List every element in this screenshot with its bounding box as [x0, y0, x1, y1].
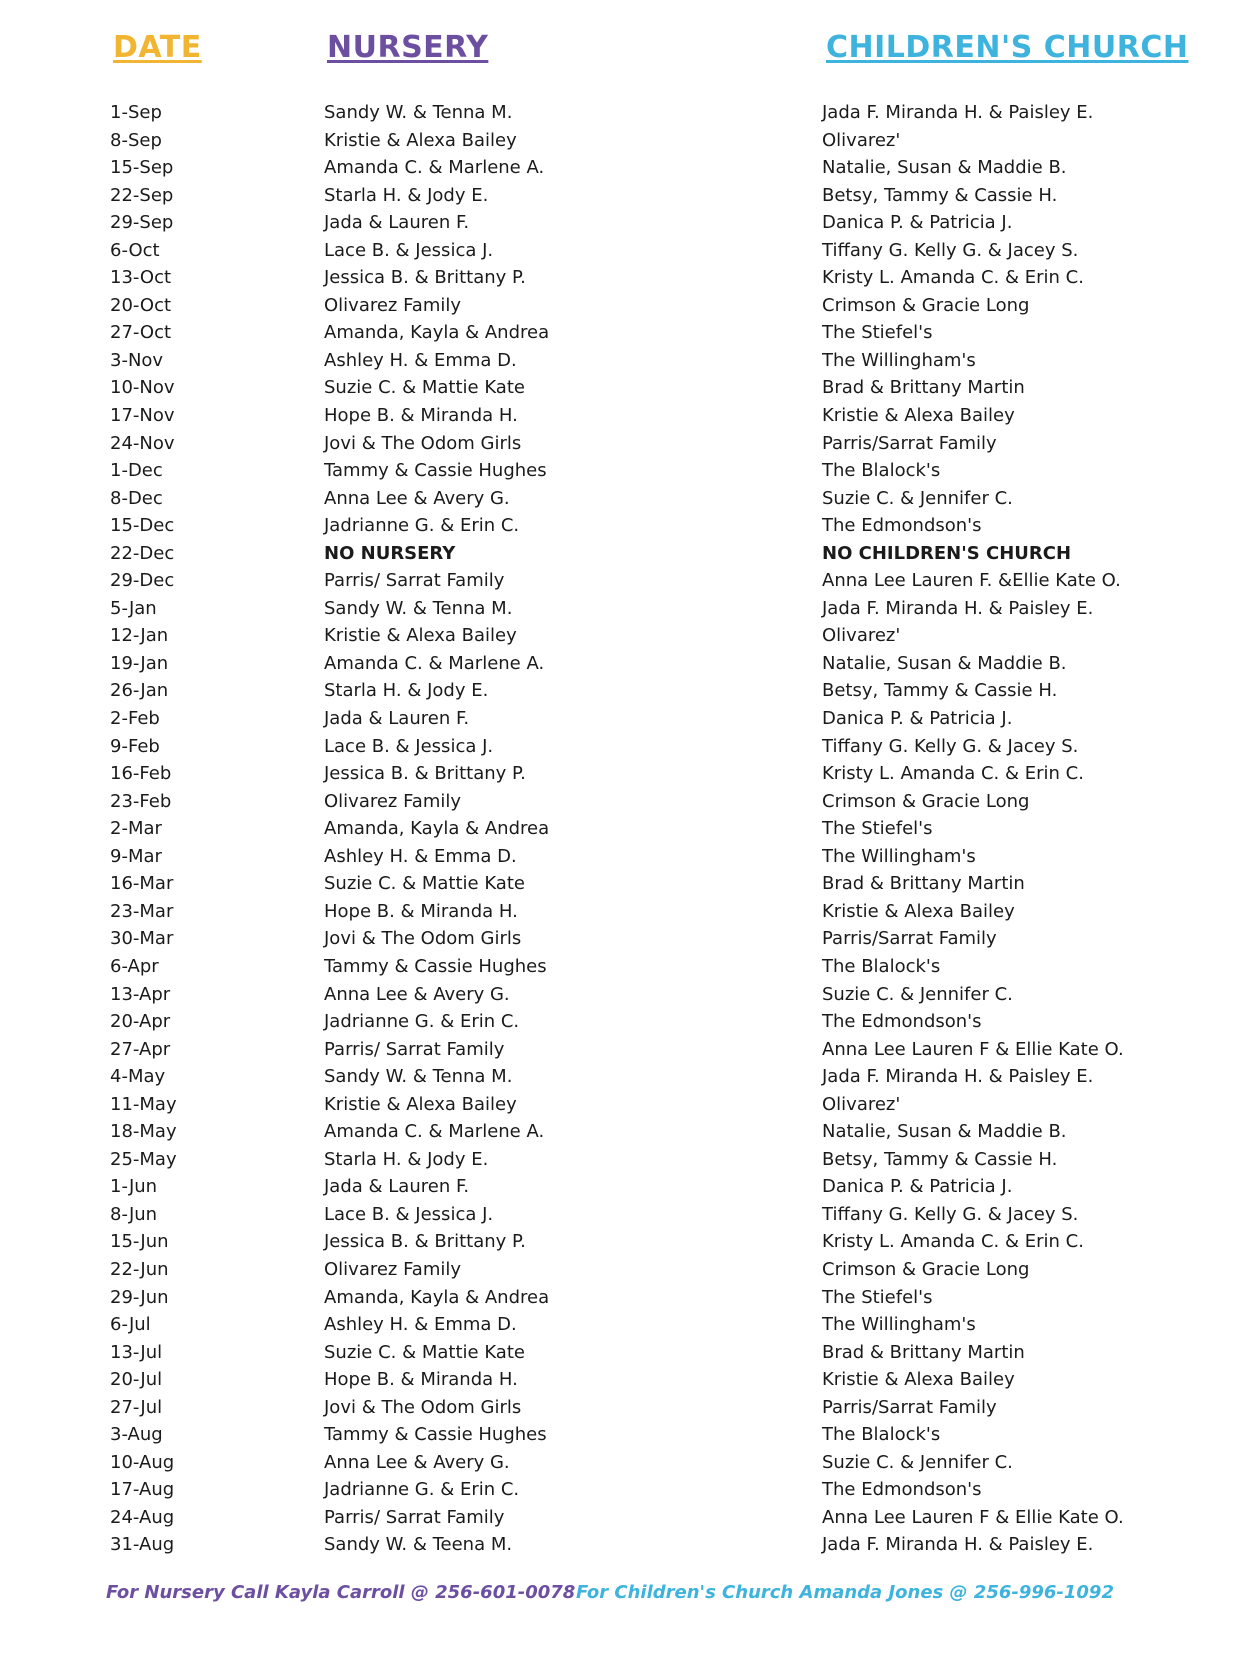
- nursery-cell: Lace B. & Jessica J.: [324, 1203, 494, 1225]
- schedule-row: [0, 374, 1240, 402]
- schedule-row: [0, 430, 1240, 458]
- nursery-cell: Tammy & Cassie Hughes: [324, 1424, 547, 1446]
- schedule-row: [0, 512, 1240, 540]
- date-cell: 29-Jun: [110, 1286, 169, 1308]
- nursery-cell: Olivarez Family: [324, 1258, 462, 1280]
- nursery-cell: Olivarez Family: [324, 790, 462, 812]
- church-cell: Danica P. & Patricia J.: [822, 1176, 1013, 1198]
- schedule-row: [0, 705, 1240, 733]
- date-cell: 9-Mar: [110, 845, 162, 867]
- schedule-row: [0, 209, 1240, 237]
- schedule-row: [0, 870, 1240, 898]
- church-cell: Kristie & Alexa Bailey: [822, 405, 1015, 427]
- church-cell: Suzie C. & Jennifer C.: [822, 983, 1013, 1005]
- nursery-cell: Parris/ Sarrat Family: [324, 1038, 505, 1060]
- schedule-row: [0, 622, 1240, 650]
- date-cell: 13-Oct: [110, 267, 172, 289]
- date-cell: 1-Dec: [110, 460, 163, 482]
- date-cell: 12-Jan: [110, 625, 169, 647]
- nursery-cell: Anna Lee & Avery G.: [324, 1451, 510, 1473]
- date-cell: 27-Jul: [110, 1396, 163, 1418]
- church-cell: Olivarez': [822, 625, 901, 647]
- nursery-cell: Ashley H. & Emma D.: [324, 1314, 517, 1336]
- nursery-cell: Jadrianne G. & Erin C.: [324, 1479, 520, 1501]
- schedule-row: [0, 1091, 1240, 1119]
- church-cell: The Stiefel's: [822, 1286, 933, 1308]
- schedule-row: [0, 1201, 1240, 1229]
- schedule-row: [0, 127, 1240, 155]
- church-cell: The Blalock's: [822, 955, 941, 977]
- nursery-cell: Anna Lee & Avery G.: [324, 487, 510, 509]
- nursery-cell: Amanda C. & Marlene A.: [324, 1121, 545, 1143]
- nursery-cell: Starla H. & Jody E.: [324, 184, 489, 206]
- church-cell: Suzie C. & Jennifer C.: [822, 1451, 1013, 1473]
- date-cell: 27-Oct: [110, 322, 172, 344]
- schedule-row: [0, 264, 1240, 292]
- nursery-cell: Anna Lee & Avery G.: [324, 983, 510, 1005]
- church-cell: Jada F. Miranda H. & Paisley E.: [822, 597, 1094, 619]
- nursery-cell: Kristie & Alexa Bailey: [324, 129, 517, 151]
- date-cell: 23-Feb: [110, 790, 172, 812]
- date-cell: 4-May: [110, 1066, 166, 1088]
- date-cell: 3-Aug: [110, 1424, 163, 1446]
- schedule-row: [0, 843, 1240, 871]
- church-cell: Natalie, Susan & Maddie B.: [822, 157, 1067, 179]
- date-cell: 3-Nov: [110, 349, 164, 371]
- nursery-cell: Suzie C. & Mattie Kate: [324, 1341, 525, 1363]
- nursery-cell: Jovi & The Odom Girls: [324, 1396, 522, 1418]
- church-cell: The Edmondson's: [822, 1479, 982, 1501]
- nursery-cell: Jessica B. & Brittany P.: [324, 267, 526, 289]
- schedule-row: [0, 1036, 1240, 1064]
- church-cell: Kristy L. Amanda C. & Erin C.: [822, 763, 1084, 785]
- nursery-cell: Tammy & Cassie Hughes: [324, 460, 547, 482]
- nursery-cell: Jessica B. & Brittany P.: [324, 763, 526, 785]
- church-cell: Anna Lee Lauren F. &Ellie Kate O.: [822, 570, 1121, 592]
- date-cell: 10-Nov: [110, 377, 175, 399]
- schedule-row: [0, 567, 1240, 595]
- date-cell: 22-Jun: [110, 1258, 169, 1280]
- church-cell: Brad & Brittany Martin: [822, 873, 1025, 895]
- church-cell: Danica P. & Patricia J.: [822, 212, 1013, 234]
- schedule-row: [0, 99, 1240, 127]
- schedule-row: [0, 1284, 1240, 1312]
- schedule-row: [0, 677, 1240, 705]
- church-cell: Kristie & Alexa Bailey: [822, 900, 1015, 922]
- church-cell: Kristy L. Amanda C. & Erin C.: [822, 1231, 1084, 1253]
- church-cell: Tiffany G. Kelly G. & Jacey S.: [822, 1203, 1079, 1225]
- nursery-cell: Olivarez Family: [324, 294, 462, 316]
- nursery-cell: Tammy & Cassie Hughes: [324, 955, 547, 977]
- nursery-cell: Sandy W. & Tenna M.: [324, 1066, 513, 1088]
- schedule-row: [0, 1311, 1240, 1339]
- church-cell: The Stiefel's: [822, 322, 933, 344]
- schedule-row: [0, 1063, 1240, 1091]
- nursery-cell: Jadrianne G. & Erin C.: [324, 515, 520, 537]
- nursery-cell: Jovi & The Odom Girls: [324, 928, 522, 950]
- date-cell: 29-Dec: [110, 570, 175, 592]
- schedule-row: [0, 595, 1240, 623]
- date-column-header: DATE: [113, 30, 202, 65]
- nursery-cell: Amanda, Kayla & Andrea: [324, 818, 550, 840]
- date-cell: 23-Mar: [110, 900, 174, 922]
- church-cell: The Blalock's: [822, 1424, 941, 1446]
- date-cell: 24-Aug: [110, 1506, 175, 1528]
- date-cell: 8-Dec: [110, 487, 163, 509]
- date-cell: 2-Mar: [110, 818, 162, 840]
- date-cell: 6-Apr: [110, 955, 159, 977]
- date-cell: 15-Jun: [110, 1231, 169, 1253]
- church-cell: Brad & Brittany Martin: [822, 1341, 1025, 1363]
- nursery-cell: Jovi & The Odom Girls: [324, 432, 522, 454]
- schedule-row: [0, 1394, 1240, 1422]
- schedule-row: [0, 760, 1240, 788]
- church-cell: Anna Lee Lauren F & Ellie Kate O.: [822, 1038, 1124, 1060]
- schedule-row: [0, 815, 1240, 843]
- date-cell: 27-Apr: [110, 1038, 171, 1060]
- nursery-cell: Sandy W. & Tenna M.: [324, 597, 513, 619]
- schedule-row: [0, 1173, 1240, 1201]
- church-cell: Anna Lee Lauren F & Ellie Kate O.: [822, 1506, 1124, 1528]
- church-cell: Jada F. Miranda H. & Paisley E.: [822, 1534, 1094, 1556]
- date-cell: 24-Nov: [110, 432, 175, 454]
- church-cell: Kristy L. Amanda C. & Erin C.: [822, 267, 1084, 289]
- date-cell: 16-Mar: [110, 873, 174, 895]
- date-cell: 26-Jan: [110, 680, 169, 702]
- schedule-row: [0, 540, 1240, 568]
- nursery-cell: Sandy W. & Tenna M.: [324, 102, 513, 123]
- date-cell: 2-Feb: [110, 708, 160, 730]
- date-cell: 20-Jul: [110, 1369, 163, 1391]
- nursery-cell: Ashley H. & Emma D.: [324, 349, 517, 371]
- church-cell: Crimson & Gracie Long: [822, 1258, 1030, 1280]
- schedule-row: [0, 953, 1240, 981]
- schedule-row: [0, 182, 1240, 210]
- nursery-cell: Starla H. & Jody E.: [324, 1148, 489, 1170]
- schedule-row: [0, 1504, 1240, 1532]
- schedule-row: [0, 1256, 1240, 1284]
- church-cell: Suzie C. & Jennifer C.: [822, 487, 1013, 509]
- church-cell: Jada F. Miranda H. & Paisley E.: [822, 102, 1094, 123]
- church-cell: The Willingham's: [822, 845, 976, 867]
- church-cell: Kristie & Alexa Bailey: [822, 1369, 1015, 1391]
- schedule-row: [0, 347, 1240, 375]
- schedule-row: [0, 485, 1240, 513]
- church-cell: Crimson & Gracie Long: [822, 790, 1030, 812]
- nursery-cell: Suzie C. & Mattie Kate: [324, 873, 525, 895]
- schedule-row: [0, 1476, 1240, 1504]
- schedule-row: [0, 1449, 1240, 1477]
- nursery-cell: Amanda C. & Marlene A.: [324, 157, 545, 179]
- date-cell: 17-Aug: [110, 1479, 175, 1501]
- nursery-cell: Hope B. & Miranda H.: [324, 900, 518, 922]
- church-cell: Betsy, Tammy & Cassie H.: [822, 184, 1058, 206]
- church-cell: Olivarez': [822, 1093, 901, 1115]
- schedule-row: [0, 981, 1240, 1009]
- church-cell: Tiffany G. Kelly G. & Jacey S.: [822, 239, 1079, 261]
- date-cell: 1-Jun: [110, 1176, 158, 1198]
- church-cell: Parris/Sarrat Family: [822, 928, 997, 950]
- nursery-cell: Jadrianne G. & Erin C.: [324, 1011, 520, 1033]
- schedule-row: [0, 1421, 1240, 1449]
- nursery-cell: Hope B. & Miranda H.: [324, 405, 518, 427]
- church-contact-note: For Children's Church Amanda Jones @ 256-996-1092: [576, 1582, 1114, 1603]
- date-cell: 29-Sep: [110, 212, 174, 234]
- nursery-cell: Jessica B. & Brittany P.: [324, 1231, 526, 1253]
- nursery-cell: Jada & Lauren F.: [324, 1176, 470, 1198]
- schedule-row: [0, 1146, 1240, 1174]
- date-cell: 19-Jan: [110, 652, 169, 674]
- nursery-cell: Jada & Lauren F.: [324, 708, 470, 730]
- schedule-row: [0, 650, 1240, 678]
- nursery-cell: Kristie & Alexa Bailey: [324, 1093, 517, 1115]
- date-cell: 22-Sep: [110, 184, 174, 206]
- nursery-cell: Suzie C. & Mattie Kate: [324, 377, 525, 399]
- schedule-row: [0, 1228, 1240, 1256]
- date-cell: 8-Jun: [110, 1203, 158, 1225]
- nursery-cell: Lace B. & Jessica J.: [324, 239, 494, 261]
- church-cell: Parris/Sarrat Family: [822, 1396, 997, 1418]
- schedule-row: [0, 237, 1240, 265]
- nursery-cell: Amanda, Kayla & Andrea: [324, 1286, 550, 1308]
- date-cell: 18-May: [110, 1121, 177, 1143]
- schedule-row: [0, 402, 1240, 430]
- nursery-cell: Kristie & Alexa Bailey: [324, 625, 517, 647]
- nursery-cell: Ashley H. & Emma D.: [324, 845, 517, 867]
- schedule-row: [0, 1366, 1240, 1394]
- church-cell: The Blalock's: [822, 460, 941, 482]
- date-cell: 11-May: [110, 1093, 177, 1115]
- schedule-row: [0, 925, 1240, 953]
- nursery-cell: Sandy W. & Teena M.: [324, 1534, 513, 1556]
- schedule-row: [0, 292, 1240, 320]
- date-cell: 30-Mar: [110, 928, 174, 950]
- church-cell: Parris/Sarrat Family: [822, 432, 997, 454]
- church-cell: Natalie, Susan & Maddie B.: [822, 652, 1067, 674]
- date-cell: 8-Sep: [110, 129, 162, 151]
- schedule-row: [0, 1531, 1240, 1559]
- date-cell: 5-Jan: [110, 597, 157, 619]
- schedule-row: [0, 319, 1240, 347]
- nursery-cell: Amanda, Kayla & Andrea: [324, 322, 550, 344]
- church-cell: Crimson & Gracie Long: [822, 294, 1030, 316]
- nursery-cell: Lace B. & Jessica J.: [324, 735, 494, 757]
- nursery-cell: Parris/ Sarrat Family: [324, 570, 505, 592]
- nursery-cell: NO NURSERY: [324, 542, 456, 564]
- date-cell: 16-Feb: [110, 763, 172, 785]
- schedule-row: [0, 1008, 1240, 1036]
- church-cell: Tiffany G. Kelly G. & Jacey S.: [822, 735, 1079, 757]
- date-cell: 22-Dec: [110, 542, 175, 564]
- nursery-cell: Hope B. & Miranda H.: [324, 1369, 518, 1391]
- date-cell: 9-Feb: [110, 735, 160, 757]
- date-cell: 13-Jul: [110, 1341, 163, 1363]
- church-cell: Olivarez': [822, 129, 901, 151]
- church-cell: The Edmondson's: [822, 1011, 982, 1033]
- church-cell: Betsy, Tammy & Cassie H.: [822, 680, 1058, 702]
- church-cell: NO CHILDREN'S CHURCH: [822, 542, 1072, 564]
- date-cell: 13-Apr: [110, 983, 171, 1005]
- nursery-contact-note: For Nursery Call Kayla Carroll @ 256-601-0078: [106, 1582, 576, 1603]
- church-cell: Danica P. & Patricia J.: [822, 708, 1013, 730]
- schedule-row: [0, 1339, 1240, 1367]
- date-cell: 20-Oct: [110, 294, 172, 316]
- schedule-table: [0, 99, 1240, 1559]
- schedule-row: [0, 457, 1240, 485]
- church-cell: The Willingham's: [822, 1314, 976, 1336]
- date-cell: 20-Apr: [110, 1011, 171, 1033]
- schedule-row: [0, 154, 1240, 182]
- church-cell: Betsy, Tammy & Cassie H.: [822, 1148, 1058, 1170]
- date-cell: 17-Nov: [110, 405, 175, 427]
- church-cell: The Edmondson's: [822, 515, 982, 537]
- date-cell: 25-May: [110, 1148, 177, 1170]
- date-cell: 6-Jul: [110, 1314, 151, 1336]
- church-cell: Brad & Brittany Martin: [822, 377, 1025, 399]
- nursery-cell: Starla H. & Jody E.: [324, 680, 489, 702]
- church-cell: Jada F. Miranda H. & Paisley E.: [822, 1066, 1094, 1088]
- date-cell: 1-Sep: [110, 102, 162, 123]
- church-cell: The Willingham's: [822, 349, 976, 371]
- nursery-cell: Parris/ Sarrat Family: [324, 1506, 505, 1528]
- church-cell: The Stiefel's: [822, 818, 933, 840]
- schedule-row: [0, 898, 1240, 926]
- date-cell: 31-Aug: [110, 1534, 175, 1556]
- date-cell: 15-Sep: [110, 157, 174, 179]
- date-cell: 15-Dec: [110, 515, 175, 537]
- church-cell: Natalie, Susan & Maddie B.: [822, 1121, 1067, 1143]
- nursery-cell: Jada & Lauren F.: [324, 212, 470, 234]
- schedule-row: [0, 733, 1240, 761]
- childrens-church-column-header: CHILDREN'S CHURCH: [826, 30, 1189, 65]
- date-cell: 10-Aug: [110, 1451, 175, 1473]
- schedule-row: [0, 788, 1240, 816]
- schedule-row: [0, 1118, 1240, 1146]
- nursery-cell: Amanda C. & Marlene A.: [324, 652, 545, 674]
- date-cell: 6-Oct: [110, 239, 160, 261]
- nursery-column-header: NURSERY: [327, 30, 489, 65]
